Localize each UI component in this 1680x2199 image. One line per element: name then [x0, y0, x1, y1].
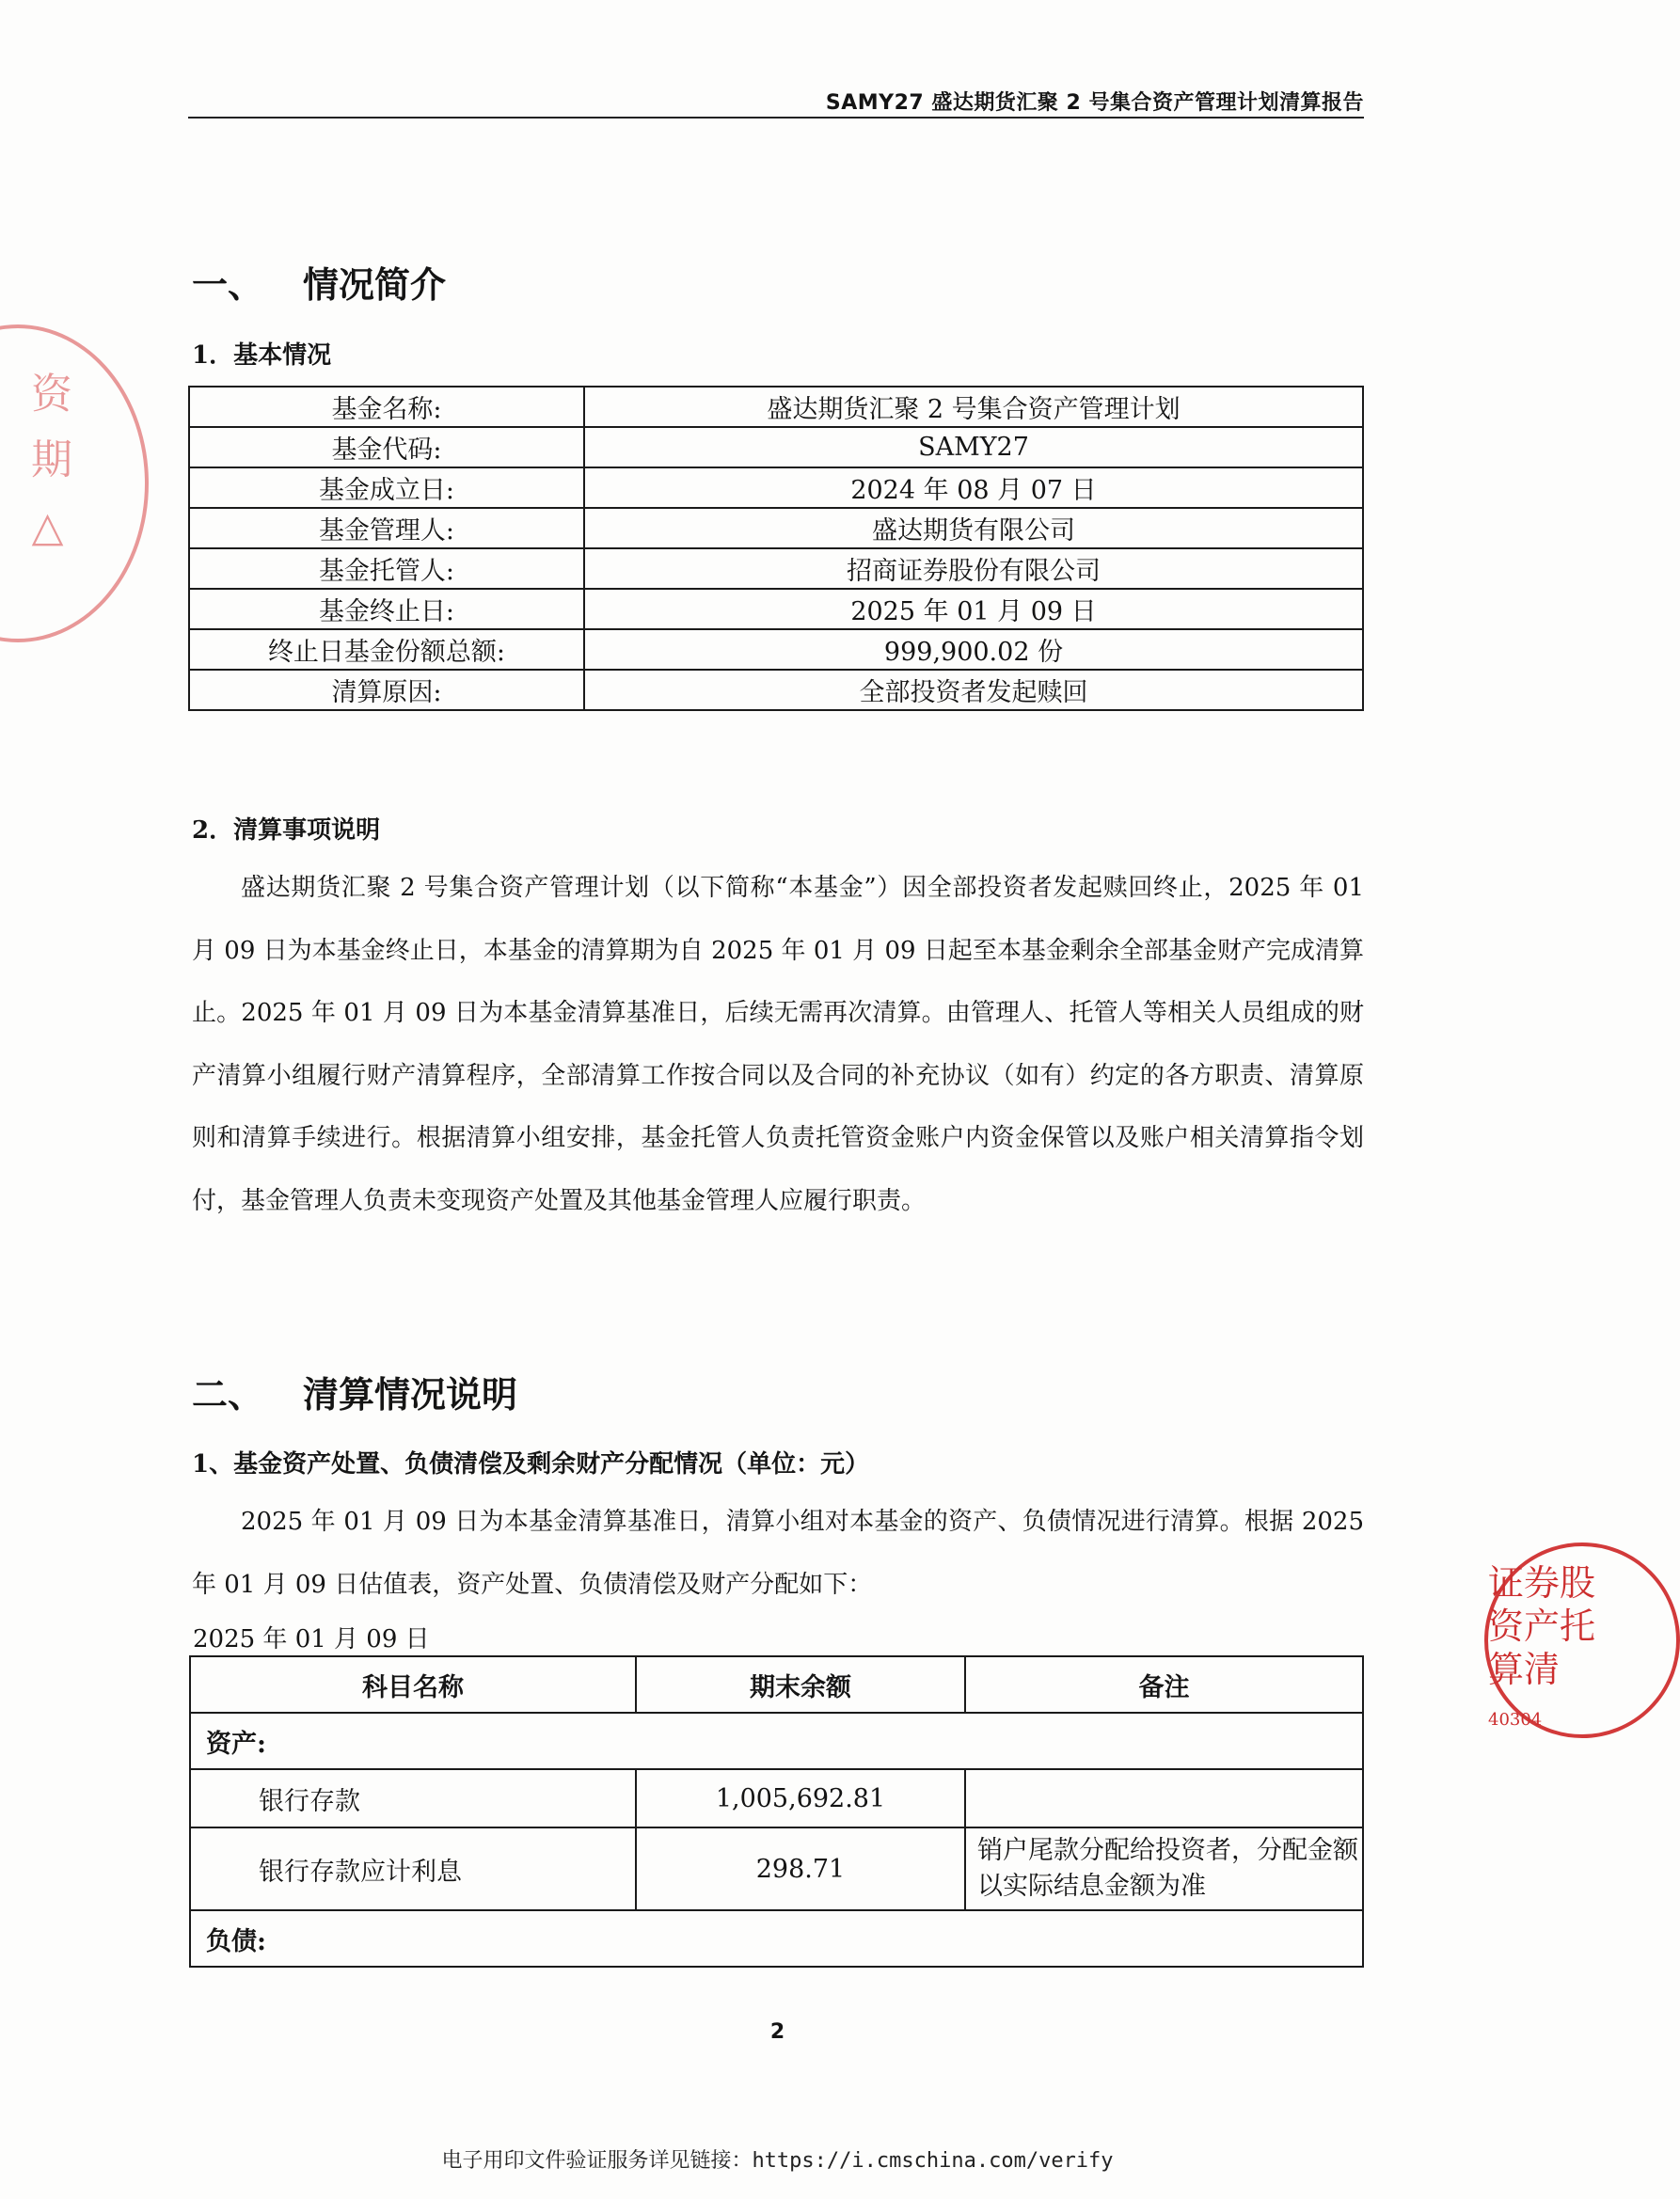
row-note — [965, 1769, 1363, 1827]
info-row — [189, 427, 1363, 467]
info-value: 2024 年 08 月 07 日 — [584, 467, 1363, 508]
table-row-liabilities-label — [190, 1910, 1363, 1967]
info-row — [189, 387, 1363, 427]
table-header-row — [190, 1656, 1363, 1713]
info-label: 基金管理人: — [189, 508, 584, 548]
row-account-name: 银行存款应计利息 — [190, 1827, 636, 1910]
header-title: SAMY27 盛达期货汇聚 2 号集合资产管理计划清算报告 — [825, 91, 1364, 115]
info-value: 999,900.02 份 — [584, 629, 1363, 670]
seal-stamp-left-mark: 资 期 △ — [24, 372, 71, 557]
column-header-account: 科目名称 — [190, 1656, 636, 1713]
info-label: 终止日基金份额总额: — [189, 629, 584, 670]
row-note: 销户尾款分配给投资者，分配金额以实际结息金额为准 — [965, 1827, 1363, 1910]
section2-title: 清算情况说明 — [303, 1374, 518, 1416]
info-value: 2025 年 01 月 09 日 — [584, 589, 1363, 629]
info-value: 全部投资者发起赎回 — [584, 670, 1363, 710]
row-account-name: 银行存款 — [190, 1769, 636, 1827]
info-label: 基金成立日: — [189, 467, 584, 508]
assets-section-label: 资产: — [190, 1713, 1363, 1769]
info-label: 基金代码: — [189, 427, 584, 467]
info-row — [189, 548, 1363, 589]
table-row — [190, 1827, 1363, 1910]
valuation-paragraph: 2025 年 01 月 09 日为本基金清算基准日，清算小组对本基金的资产、负债情况进行清算。根据 2025 年 01 月 09 日估值表，资产处置、负债清偿及财产分配如下： — [192, 1508, 1364, 1599]
liquidation-table — [189, 1655, 1364, 1968]
info-row — [189, 629, 1363, 670]
row-balance: 1,005,692.81 — [636, 1769, 965, 1827]
section2-number: 二、 — [192, 1374, 264, 1416]
info-value: 盛达期货有限公司 — [584, 508, 1363, 548]
info-label: 基金名称: — [189, 387, 584, 427]
section2-heading — [192, 1366, 517, 1417]
section1-heading — [192, 256, 446, 308]
liquidation-description-paragraph: 盛达期货汇聚 2 号集合资产管理计划（以下简称“本基金”）因全部投资者发起赎回终止，2025 年 01 月 09 日为本基金终止日，本基金的清算期为自 2025 年 01 月 09 日起至本基金剩余全部基金财产完成清算止。2025 年 01 月 09 日为本基金清算基准日，后续无需再次清算。由管理人、托管人等相关人员组成的财产清算小组履行财产清算程序，全部清算工作按合同以及合同的补充协议（如有）约定的各方职责、清算原则和清算手续进行。根据清算小组安排，基金托管人负责托管资金账户内资金保管以及账户相关清算指令划付，基金管理人负责未变现资产处置及其他基金管理人应履行职责。 — [192, 874, 1364, 1215]
info-value: 盛达期货汇聚 2 号集合资产管理计划 — [584, 387, 1363, 427]
section1-number: 一、 — [192, 264, 264, 306]
section2-subheading-assets: 1、基金资产处置、负债清偿及剩余财产分配情况（单位：元） — [192, 1450, 870, 1479]
section1-subheading-liquidation: 2．清算事项说明 — [192, 816, 381, 845]
info-row — [189, 670, 1363, 710]
section1-title: 情况简介 — [303, 264, 447, 306]
info-row — [189, 467, 1363, 508]
seal-stamp-right-mark: 证券股 资产托 算清 40304 — [1488, 1562, 1596, 1730]
table-row — [190, 1769, 1363, 1827]
info-value: 招商证券股份有限公司 — [584, 548, 1363, 589]
info-label: 清算原因: — [189, 670, 584, 710]
page-number: 2 — [769, 2020, 785, 2044]
table-date-label: 2025 年 01 月 09 日 — [193, 1625, 430, 1653]
row-balance: 298.71 — [636, 1827, 965, 1910]
info-label: 基金托管人: — [189, 548, 584, 589]
section1-subheading-basic: 1．基本情况 — [192, 341, 332, 370]
verification-footer: 电子用印文件验证服务详见链接：https://i.cmschina.com/verify — [441, 2149, 1114, 2173]
liabilities-section-label: 负债: — [190, 1910, 1363, 1967]
info-value: SAMY27 — [584, 427, 1363, 467]
basic-info-table — [188, 386, 1364, 711]
header-divider — [188, 117, 1364, 119]
column-header-balance: 期末余额 — [636, 1656, 965, 1713]
info-label: 基金终止日: — [189, 589, 584, 629]
column-header-note: 备注 — [965, 1656, 1363, 1713]
table-row-assets-label — [190, 1713, 1363, 1769]
info-row — [189, 589, 1363, 629]
info-row — [189, 508, 1363, 548]
